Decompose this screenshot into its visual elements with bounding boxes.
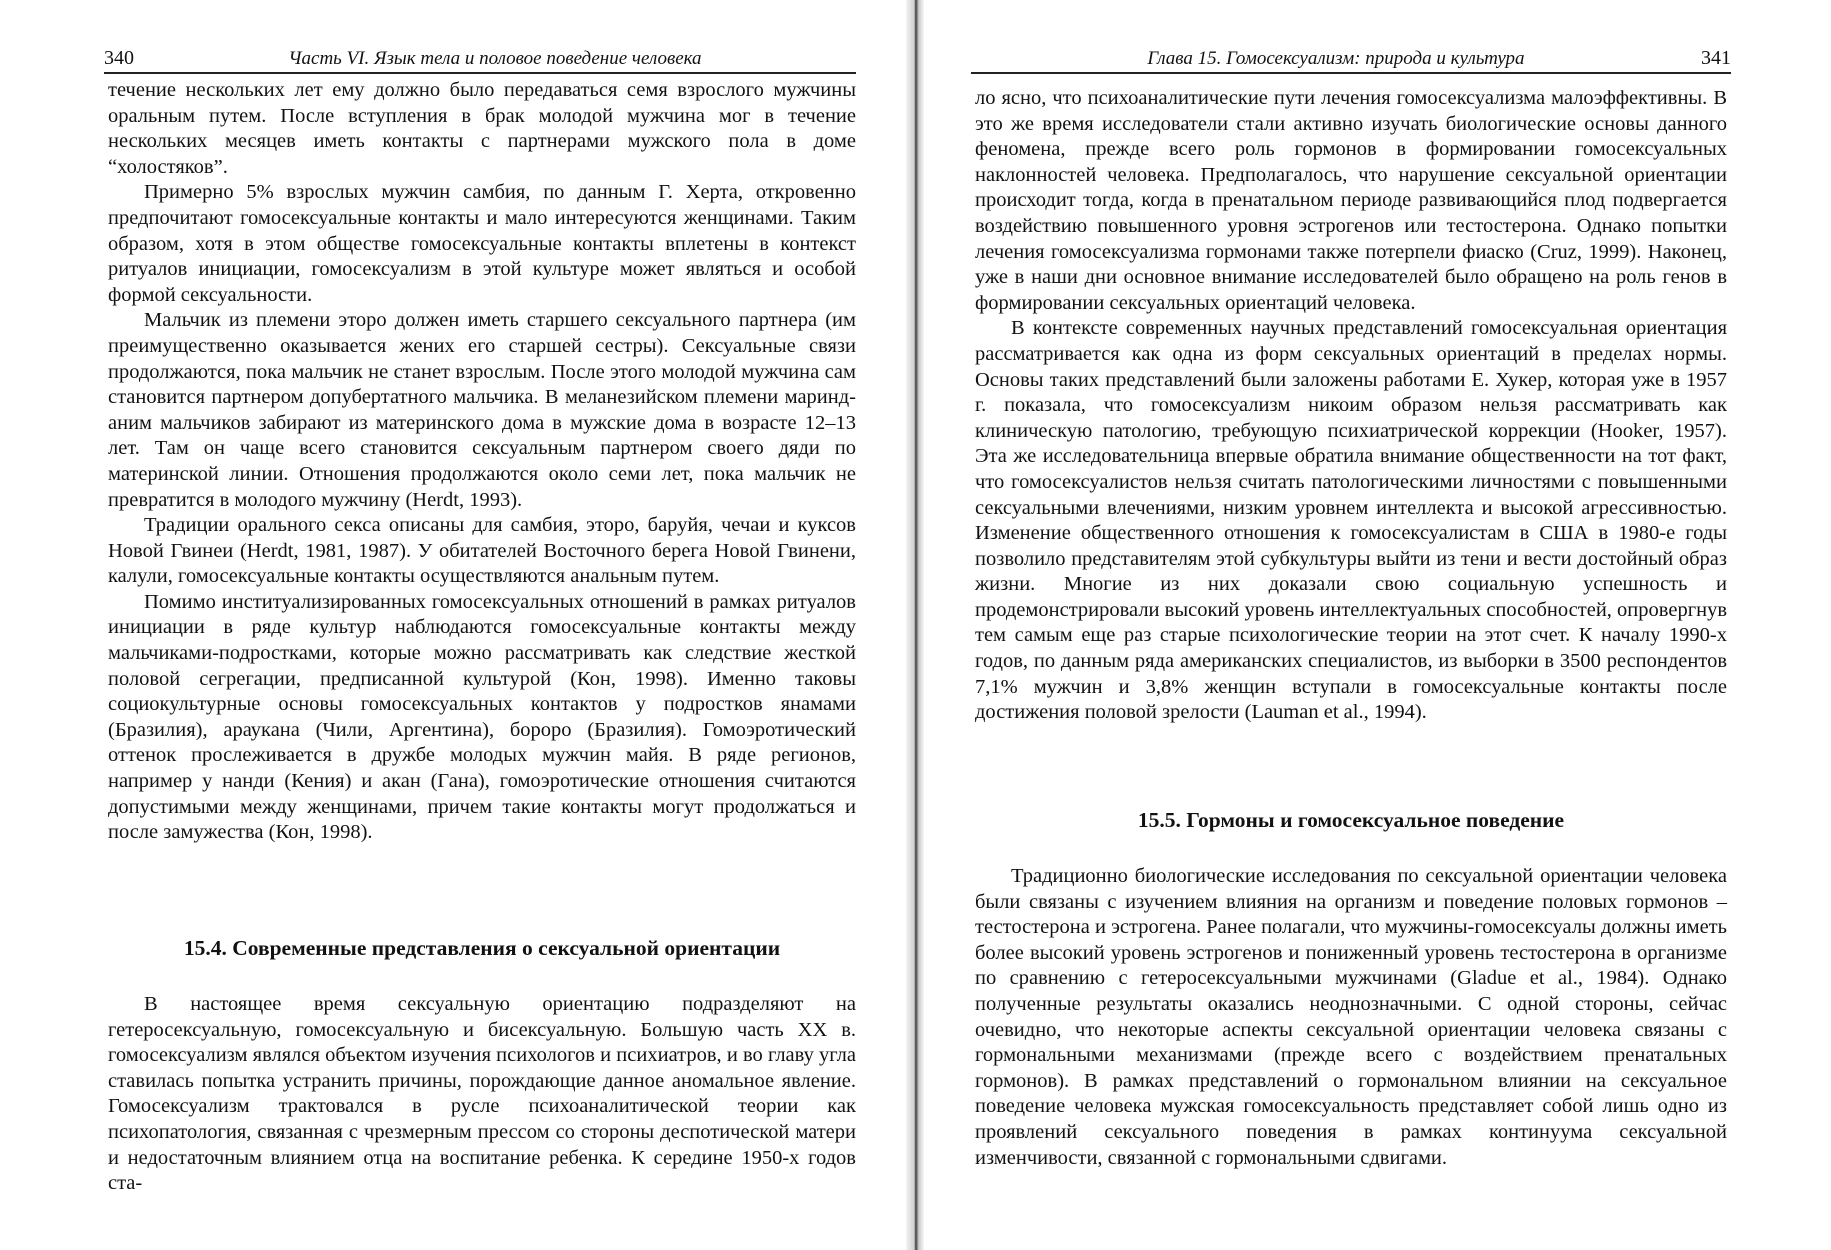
paragraph: Помимо институализированных гомосексуальных отношений в рамках ритуалов инициации в ряде культур наблюдаются гомосексуальные контакты между мальчиками-подростками, которые можно рассматривать как следствие жесткой половой сегрегации, предписанной культурой (Кон, 1998). Именно таковы социокультурные основы гомосексуальных контактов у подростков янамами (Бразилия), араукана (Чили, Аргентина), бороро (Бразилия). Гомоэротический оттенок прослеживается в дружбе молодых мужчин майя. В ряде регионов, например у нанди (Кения) и акан (Гана), гомоэротические отношения считаются допустимыми между женщинами, причем такие контакты могут продолжаться и после замужества (Кон, 1998). [108,590,856,844]
paragraph: В контексте современных научных представлений гомосексуальная ориентация рассматривается как одна из форм сексуальных ориентаций в пределах нормы. Основы таких представлений были заложены работами Е. Хукер, которая уже в 1957 г. показала, что гомосексуализм никоим образом нельзя рассматривать как клиническую патологию, требующую психиатрической коррекции (Hooker, 1957). Эта же исследовательница впервые обратила внимание общественности на тот факт, что гомосексуалистов нельзя считать патологическими личностями с повышенными сексуальными влечениями, низким уровнем интеллекта и высокой агрессивностью. Изменение общественного отношения к гомосексуалистам в США в 1980-е годы позволило представителям этой субкультуры выйти из тени и вести достойный образ жизни. Многие из них доказали свою социальную успешность и продемонстрировали высокий уровень интеллектуальных способностей, опровергнув тем самым еще раз старые психологические теории на этот счет. К началу 1990-х годов, по данным ряда американских специалистов, из выборки в 3500 респондентов 7,1% мужчин и 3,8% женщин вступали в гомосексуальные контакты после достижения половой зрелости (Lauman et al., 1994). [975,317,1727,724]
left-section-text [108,992,856,1197]
right-running-head [971,38,1731,74]
right-section-text [975,864,1727,1171]
paragraph: Традиционно биологические исследования по сексуальной ориентации человека были связаны с изучением влияния на организм и поведение половых гормонов – тестостерона и эстрогена. Ранее полагали, что мужчины-гомосексуалы должны иметь более высокий уровень эстрогенов и пониженный уровень тестостерона в организме по сравнению с гетеросексуальными мужчинами (Gladue et al., 1984). Однако полученные результаты оказались неоднозначными. С одной стороны, сейчас очевидно, что некоторые аспекты сексуальной ориентации человека связаны с гормональными механизмами (прежде всего с воздействием пренатальных гормонов). В рамках представлений о гормональном влиянии на сексуальное поведение человека мужская гомосексуальность представляет собой лишь одно из проявлений сексуального поведения в рамках континуума сексуальной изменчивости, связанной с гормональными сдвигами. [975,865,1727,1169]
left-page-number: 340 [104,47,134,69]
paragraph: Примерно 5% взрослых мужчин самбия, по данным Г. Херта, откровенно предпочитают гомосексуальные контакты и мало интересуются женщинами. Таким образом, хотя в этом обществе гомосексуальные контакты вплетены в контекст ритуалов инициации, гомосексуализм в этой культуре может являться и особой формой сексуальности. [108,181,856,306]
left-page [0,0,905,1250]
paragraph: течение нескольких лет ему должно было передаваться семя взрослого мужчины оральным путем. После вступления в брак молодой мужчина мог в течение нескольких месяцев иметь контакты с партнерами мужского пола в доме “холостяков”. [108,79,856,178]
right-page-number: 341 [1701,47,1731,69]
paragraph: Традиции орального секса описаны для самбия, эторо, баруйя, чечаи и куксов Новой Гвинеи (Herdt, 1981, 1987). У обитателей Восточного берега Новой Гвинени, калули, гомосексуальные контакты осуществляются анальным путем. [108,514,856,588]
right-page [925,0,1831,1250]
right-body-text [975,86,1727,726]
paragraph: ло ясно, что психоаналитические пути лечения гомосексуализма малоэффективны. В это же время исследователи стали активно изучать биологические основы данного феномена, прежде всего роль гормонов в формировании гомосексуальных наклонностей человека. Предполагалось, что нарушение сексуальной ориентации происходит тогда, когда в пренатальном периоде развивающийся плод подвергается воздействию повышенного уровня эстрогенов или тестостерона. Однако попытки лечения гомосексуализма гормонами также потерпели фиаско (Cruz, 1999). Наконец, уже в наши дни основное внимание исследователей было обращено на роль генов в формировании сексуальных ориентаций человека. [975,87,1727,314]
left-body-text [108,78,856,846]
paragraph: Мальчик из племени эторо должен иметь старшего сексуального партнера (им преимущественно оказывается жених его старшей сестры). Сексуальные связи продолжаются, пока мальчик не станет взрослым. После этого молодой мужчина сам становится партнером допубертатного мальчика. В меланезийском племени маринд-аним мальчиков забирают из материнского дома в мужские дома в возрасте 12–13 лет. Там он чаще всего становится сексуальным партнером своего дяди по материнской линии. Отношения продолжаются около семи лет, пока мальчик не превратится в молодого мужчину (Herdt, 1993). [108,309,856,511]
right-running-head-title: Глава 15. Гомосексуализм: природа и культура [1147,48,1525,69]
section-heading-15-4: 15.4. Современные представления о сексуальной ориентации [183,936,781,960]
left-running-head-title: Часть VI. Язык тела и половое поведение человека [288,48,702,69]
book-spine [906,0,924,1250]
paragraph: В настоящее время сексуальную ориентацию подразделяют на гетеросексуальную, гомосексуальную и бисексуальную. Большую часть XX в. гомосексуализм являлся объектом изучения психологов и психиатров, и во главу угла ставилась попытка устранить причины, порождающие данное аномальное явление. Гомосексуализм трактовался в русле психоаналитической теории как психопатология, связанная с чрезмерным прессом со стороны деспотической матери и недостаточным влиянием отца на воспитание ребенка. К середине 1950-х годов ста- [108,993,856,1195]
section-heading-15-5: 15.5. Гормоны и гомосексуальное поведение [1137,808,1565,832]
left-running-head [104,38,856,74]
